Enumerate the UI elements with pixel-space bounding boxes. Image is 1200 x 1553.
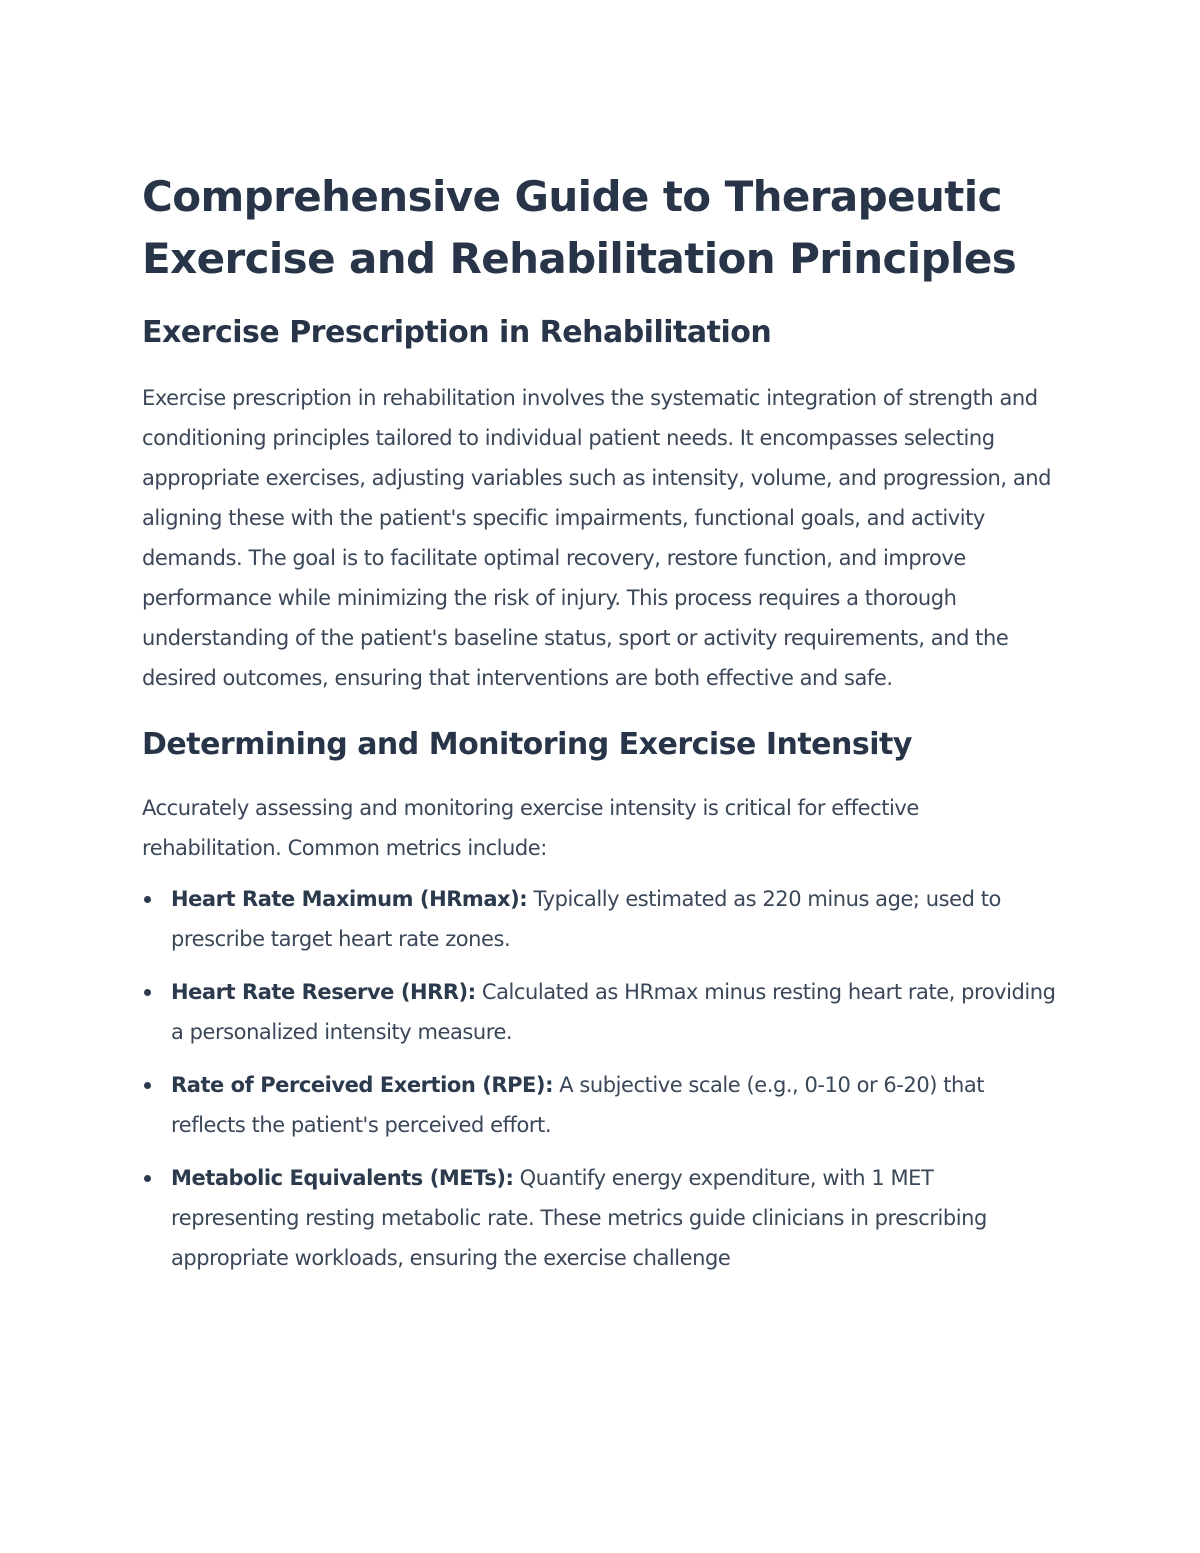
bullet-icon xyxy=(144,989,151,996)
list-item xyxy=(142,1065,1062,1145)
list-item-term: Heart Rate Maximum (HRmax): xyxy=(171,887,528,911)
list-item-text: Quantify energy expenditure, with 1 MET representing resting metabolic rate. These metrics guide clinicians in prescribing appropriate workloads, ensuring the exercise challenge xyxy=(171,1166,987,1270)
list-item-text: Calculated as HRmax minus resting heart rate, providing a personalized intensity measure. xyxy=(171,980,1056,1044)
document-title: Comprehensive Guide to Therapeutic Exercise and Rehabilitation Principles xyxy=(142,172,1017,283)
bullet-icon xyxy=(144,1082,151,1089)
document-page xyxy=(142,166,1062,1291)
list-item-text: A subjective scale (e.g., 0-10 or 6-20) that reflects the patient's perceived effort. xyxy=(171,1073,985,1137)
list-item xyxy=(142,972,1062,1052)
section-paragraph-exercise-prescription: Exercise prescription in rehabilitation involves the systematic integration of strength and conditioning principles tailored to individual patient needs. It encompasses selecting appropriate exercises, adjusting variables such as intensity, volume, and progression, and aligning these with the patient's specific impairments, functional goals, and activity demands. The goal is to facilitate optimal recovery, restore function, and improve performance while minimizing the risk of injury. This process requires a thorough understanding of the patient's baseline status, sport or activity requirements, and the desired outcomes, ensuring that interventions are both effective and safe. xyxy=(142,386,1052,690)
list-item-term: Rate of Perceived Exertion (RPE): xyxy=(171,1073,554,1097)
bullet-icon xyxy=(144,896,151,903)
bullet-icon xyxy=(144,1175,151,1182)
section-paragraph-exercise-intensity: Accurately assessing and monitoring exercise intensity is critical for effective rehabilitation. Common metrics include: xyxy=(142,796,919,860)
section-heading-exercise-prescription: Exercise Prescription in Rehabilitation xyxy=(142,315,772,350)
list-item xyxy=(142,1158,1062,1278)
intensity-metrics-list xyxy=(142,879,1062,1278)
section-heading-exercise-intensity: Determining and Monitoring Exercise Intensity xyxy=(142,727,912,762)
list-item-term: Heart Rate Reserve (HRR): xyxy=(171,980,476,1004)
list-item xyxy=(142,879,1062,959)
list-item-term: Metabolic Equivalents (METs): xyxy=(171,1166,514,1190)
list-item-text: Typically estimated as 220 minus age; used to prescribe target heart rate zones. xyxy=(171,887,1001,951)
